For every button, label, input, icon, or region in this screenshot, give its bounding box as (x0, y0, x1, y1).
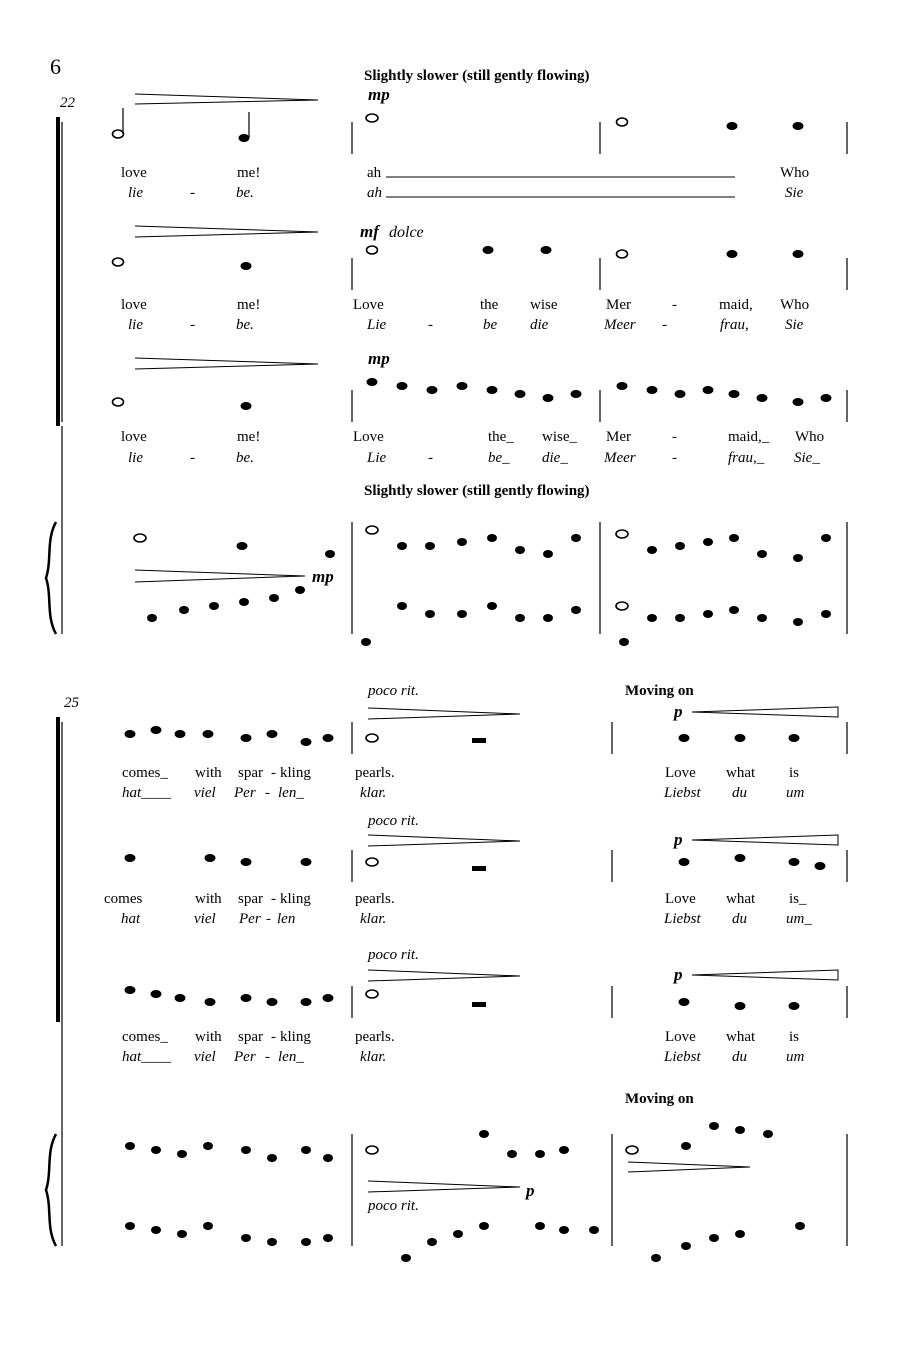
lyric-de: len (277, 911, 296, 927)
staff-voice-2 (62, 258, 847, 290)
lyric-en: Mer (606, 297, 631, 313)
notes-piano (134, 526, 831, 646)
lyric-de: Per (239, 911, 261, 927)
lyric-en: wise (530, 297, 558, 313)
tempo-marking-vocal: Slightly slower (still gently flowing) (364, 68, 590, 84)
lyric-en: spar (238, 1029, 263, 1045)
lyric-de: Per (234, 1049, 256, 1065)
lyric-de: viel (194, 785, 216, 801)
lyric-en: Love (353, 297, 384, 313)
lyric-de: du (732, 785, 747, 801)
lyric-en: the (480, 297, 499, 313)
lyric-en: maid,_ (728, 429, 770, 445)
page-number: 6 (50, 54, 61, 79)
lyric-de: um (786, 785, 805, 801)
lyric-en: Who (795, 429, 825, 445)
dynamic-p: p (674, 830, 683, 849)
notes-voice-2 (125, 854, 826, 871)
lyric-en: comes_ (122, 1029, 168, 1045)
lyric-de: be (483, 317, 498, 333)
notes-voice-3 (113, 378, 832, 410)
lyric-de: Sie (785, 185, 804, 201)
lyric-en: is (789, 765, 800, 781)
lyric-en: spar (238, 765, 263, 781)
lyric-en: love (121, 429, 147, 445)
tempo-poco-rit: poco rit. (368, 1198, 419, 1214)
lyric-de: Sie (785, 317, 804, 333)
measure-number: 22 (60, 95, 75, 111)
lyric-en: - (672, 297, 677, 313)
lyric-en: me! (237, 165, 261, 181)
lyric-en: is (789, 1029, 800, 1045)
lyric-en: kling (280, 765, 311, 781)
lyric-en: pearls. (355, 765, 395, 781)
lyric-en: - (271, 891, 276, 907)
lyric-de: - (672, 450, 677, 466)
lyric-de: - (428, 450, 433, 466)
lyric-de: Meer (604, 317, 636, 333)
lyric-de: Liebst (664, 785, 701, 801)
lyric-en: pearls. (355, 1029, 395, 1045)
lyric-en: kling (280, 891, 311, 907)
lyric-de: um_ (786, 911, 812, 927)
lyric-en: pearls. (355, 891, 395, 907)
dynamic-mp: mp (368, 349, 390, 368)
lyric-de: Meer (604, 450, 636, 466)
lyric-de: frau,_ (728, 450, 765, 466)
piano-left-hand-staff (62, 1214, 847, 1246)
lyric-en: Who (780, 165, 810, 181)
tempo-moving-on: Moving on (625, 1091, 694, 1107)
diminuendo-hairpin (368, 708, 520, 719)
notes-voice-2 (113, 246, 804, 270)
lyric-de: - (428, 317, 433, 333)
dynamic-p: p (674, 965, 683, 984)
lyric-de: klar. (360, 1049, 387, 1065)
dynamic-p: p (526, 1181, 535, 1200)
notes-voice-1 (125, 726, 800, 746)
lyric-de: hat (121, 911, 141, 927)
notes-voice-3 (125, 986, 800, 1010)
dynamic-mp: mp (312, 567, 334, 586)
lyric-de: be_ (488, 450, 510, 466)
lyric-en: wise_ (542, 429, 577, 445)
lyric-de: ah (367, 185, 382, 201)
lyric-de: die_ (542, 450, 568, 466)
lyric-en: what (726, 1029, 756, 1045)
lyric-en: - (271, 765, 276, 781)
piano-right-hand-staff (62, 1134, 847, 1166)
lyric-en: with (195, 1029, 222, 1045)
lyric-en: with (195, 765, 222, 781)
tempo-marking-piano: Slightly slower (still gently flowing) (364, 483, 590, 499)
dynamic-mf: mf (360, 222, 379, 241)
lyric-en: me! (237, 297, 261, 313)
lyric-de: - (265, 785, 270, 801)
lyric-de: du (732, 1049, 747, 1065)
diminuendo-hairpin (135, 94, 318, 104)
lyric-en: what (726, 891, 756, 907)
crescendo-hairpin (692, 835, 838, 845)
lyric-en: Love (665, 1029, 696, 1045)
staff-voice-1 (62, 722, 847, 754)
crescendo-hairpin (135, 570, 305, 582)
lyric-de: viel (194, 1049, 216, 1065)
crescendo-hairpin (692, 970, 838, 980)
lyric-de: - (266, 911, 271, 927)
lyric-en: comes (104, 891, 143, 907)
piano-brace (46, 522, 56, 634)
lyric-en: - (271, 1029, 276, 1045)
lyric-de: Per (234, 785, 256, 801)
lyric-de: len_ (278, 785, 304, 801)
lyric-de: be. (236, 317, 254, 333)
piano-left-hand-staff (62, 602, 847, 634)
lyric-de: um (786, 1049, 805, 1065)
lyric-de: len_ (278, 1049, 304, 1065)
dynamic-mp: mp (368, 85, 390, 104)
lyric-en: Mer (606, 429, 631, 445)
lyric-de: klar. (360, 785, 387, 801)
lyric-en: Love (665, 765, 696, 781)
diminuendo-hairpin (135, 226, 318, 237)
lyric-de: Sie_ (794, 450, 820, 466)
lyric-de: be. (236, 185, 254, 201)
tempo-poco-rit: poco rit. (368, 813, 419, 829)
lyric-de: viel (194, 911, 216, 927)
diminuendo-hairpin (368, 1181, 520, 1192)
dynamic-p: p (674, 702, 683, 721)
lyric-de: - (662, 317, 667, 333)
notes-piano (125, 1122, 805, 1262)
lyric-de: Liebst (664, 911, 701, 927)
lyric-en: what (726, 765, 756, 781)
tempo-moving-on: Moving on (625, 683, 694, 699)
diminuendo-hairpin (135, 358, 318, 369)
lyric-de: lie (128, 317, 143, 333)
lyric-en: is_ (789, 891, 807, 907)
lyric-en: - (672, 429, 677, 445)
piano-brace (46, 1134, 56, 1246)
lyric-de: be. (236, 450, 254, 466)
lyric-en: love (121, 165, 147, 181)
lyric-de: klar. (360, 911, 387, 927)
lyric-de: - (190, 450, 195, 466)
tempo-poco-rit: poco rit. (368, 683, 419, 699)
lyric-de: lie (128, 450, 143, 466)
diminuendo-hairpin (368, 835, 520, 846)
lyric-de: du (732, 911, 747, 927)
lyric-en: me! (237, 429, 261, 445)
diminuendo-hairpin (368, 970, 520, 981)
tempo-poco-rit: poco rit. (368, 947, 419, 963)
lyric-de: frau, (720, 317, 749, 333)
lyric-en: Love (353, 429, 384, 445)
lyric-de: - (265, 1049, 270, 1065)
lyric-en: love (121, 297, 147, 313)
crescendo-hairpin (692, 707, 838, 717)
lyric-de: Liebst (664, 1049, 701, 1065)
lyric-en: spar (238, 891, 263, 907)
lyric-en: with (195, 891, 222, 907)
lyric-de: hat____ (122, 1049, 172, 1065)
lyric-de: die (530, 317, 549, 333)
dynamic-dolce: dolce (389, 224, 424, 241)
lyric-de: - (190, 317, 195, 333)
lyric-en: the_ (488, 429, 514, 445)
lyric-en: ah (367, 165, 382, 181)
lyric-de: Lie (367, 450, 387, 466)
lyric-de: - (190, 185, 195, 201)
lyric-en: comes_ (122, 765, 168, 781)
lyric-en: maid, (719, 297, 753, 313)
lyric-de: lie (128, 185, 143, 201)
lyric-en: Love (665, 891, 696, 907)
lyric-de: hat____ (122, 785, 172, 801)
staff-voice-3 (62, 986, 847, 1018)
staff-voice-2 (62, 850, 847, 882)
measure-number: 25 (64, 695, 79, 711)
lyric-en: Who (780, 297, 810, 313)
notes-voice-1 (113, 108, 804, 142)
lyric-de: Lie (367, 317, 387, 333)
crescendo-hairpin (628, 1162, 750, 1172)
lyric-en: kling (280, 1029, 311, 1045)
